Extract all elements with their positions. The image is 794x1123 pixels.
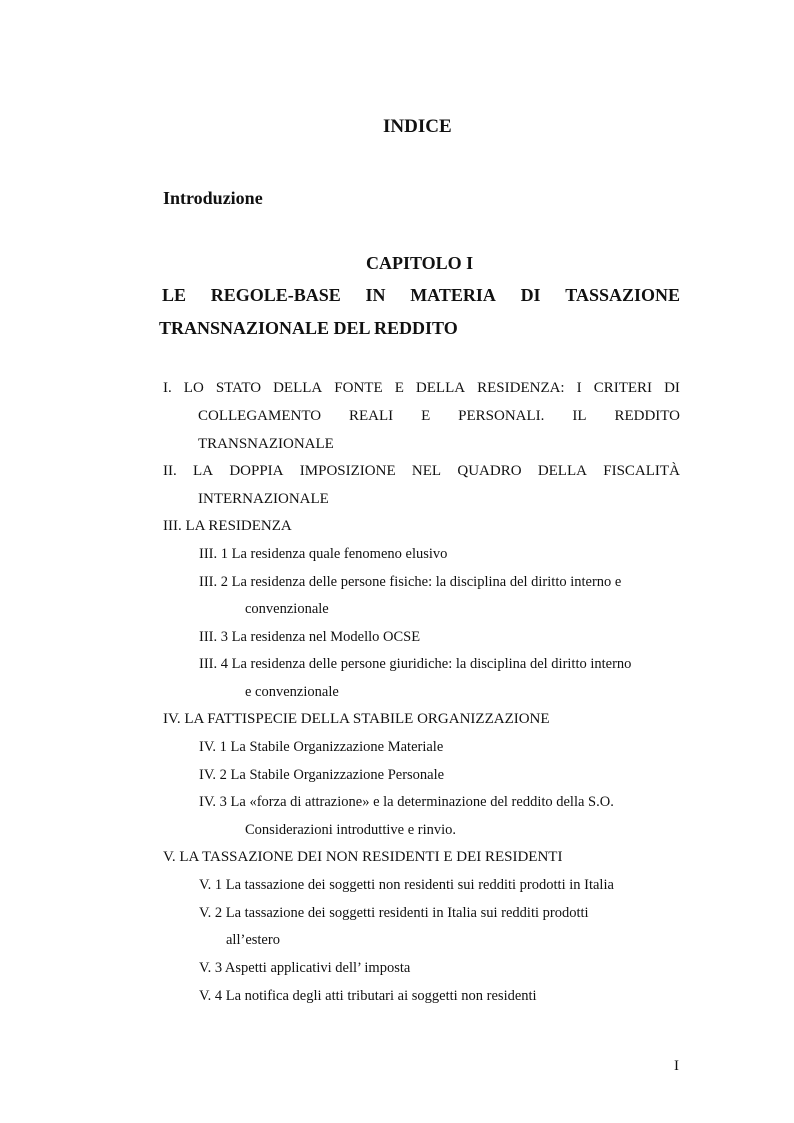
page-title: INDICE [383,116,452,137]
toc-section-5-sub-4: V. 4 La notifica degli atti tributari ai soggetti non residenti [199,988,537,1004]
toc-section-3-sub-2-line2: convenzionale [245,601,329,617]
toc-section-2-line2: INTERNAZIONALE [198,491,329,507]
chapter-label: CAPITOLO I [366,253,474,273]
toc-section-4-title: IV. LA FATTISPECIE DELLA STABILE ORGANIZZAZIONE [163,711,550,727]
toc-section-3-sub-3: III. 3 La residenza nel Modello OCSE [199,629,421,645]
chapter-title-line2: TRANSNAZIONALE DEL REDDITO [159,318,458,338]
toc-section-4-sub-1: IV. 1 La Stabile Organizzazione Materiale [199,739,444,755]
toc-section-3-sub-2-line1: III. 2 La residenza delle persone fisiche: la disciplina del diritto interno e [199,574,622,590]
toc-section-2-line1: II. LA DOPPIA IMPOSIZIONE NEL QUADRO DELLA FISCALITÀ [163,463,680,479]
toc-section-1-line3: TRANSNAZIONALE [198,436,334,452]
toc-section-3-sub-1: III. 1 La residenza quale fenomeno elusivo [199,546,448,562]
toc-section-3-title: III. LA RESIDENZA [163,518,292,534]
page-number: I [674,1058,679,1074]
toc-section-1-line1: I. LO STATO DELLA FONTE E DELLA RESIDENZA: I CRITERI DI [163,380,680,396]
toc-section-3-sub-4-line1: III. 4 La residenza delle persone giuridiche: la disciplina del diritto interno [199,656,632,672]
toc-section-5-sub-2-line1: V. 2 La tassazione dei soggetti residenti in Italia sui redditi prodotti [199,905,589,921]
toc-section-5-sub-1: V. 1 La tassazione dei soggetti non residenti sui redditi prodotti in Italia [199,877,614,893]
toc-section-4-sub-3-line2: Considerazioni introduttive e rinvio. [245,822,457,838]
toc-section-1-line2: COLLEGAMENTO REALI E PERSONALI. IL REDDITO [198,408,680,424]
toc-section-5-title: V. LA TASSAZIONE DEI NON RESIDENTI E DEI RESIDENTI [163,849,563,865]
chapter-title-line1: LE REGOLE-BASE IN MATERIA DI TASSAZIONE [162,285,680,305]
introduction-heading: Introduzione [163,188,263,208]
toc-section-5-sub-3: V. 3 Aspetti applicativi dell’ imposta [199,960,411,976]
toc-section-4-sub-2: IV. 2 La Stabile Organizzazione Personale [199,767,445,783]
toc-section-3-sub-4-line2: e convenzionale [245,684,339,700]
toc-section-4-sub-3-line1: IV. 3 La «forza di attrazione» e la determinazione del reddito della S.O. [199,794,614,810]
toc-section-5-sub-2-line2: all’estero [226,932,280,948]
